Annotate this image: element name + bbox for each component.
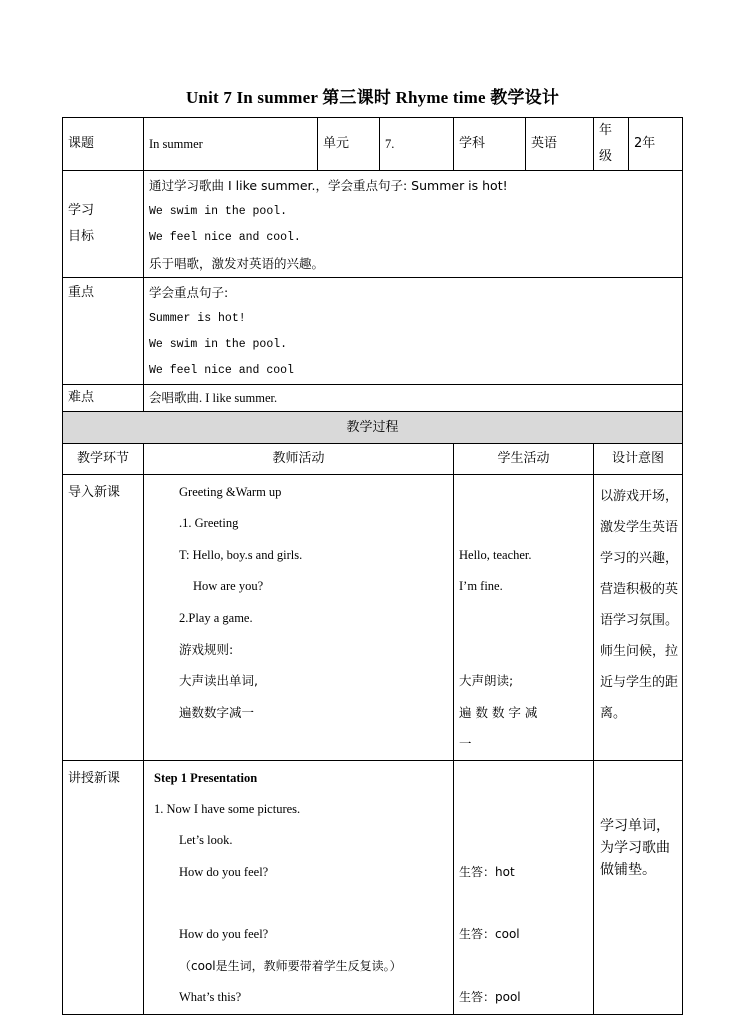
column-header-teacher: 教师活动 xyxy=(144,444,454,475)
column-header-student: 学生活动 xyxy=(454,444,594,475)
stage-intro-student xyxy=(454,475,594,761)
unit-value: 7. xyxy=(380,118,454,171)
student-line xyxy=(459,477,588,508)
objectives-label: 学习目标 xyxy=(63,171,144,278)
teacher-line: T: Hello, boy.s and girls. xyxy=(179,547,303,562)
stage-teach-label: 讲授新课 xyxy=(63,760,144,1014)
student-line: 一 xyxy=(459,736,472,752)
grade-label: 年级 xyxy=(594,118,629,171)
topic-label: 课题 xyxy=(63,118,144,171)
stage-intro-teacher xyxy=(144,475,454,761)
student-line: 生答：cool xyxy=(459,927,520,942)
teacher-line: How do you feel? xyxy=(179,927,269,942)
process-header-row xyxy=(63,412,683,444)
column-header-stage: 教学环节 xyxy=(63,444,144,475)
stage-intro-row xyxy=(63,475,683,761)
key-point-line: We swim in the pool. xyxy=(149,338,288,351)
stage-teach-intent: 学习单词，为学习歌曲做铺垫。 xyxy=(594,760,683,1014)
objectives-row xyxy=(63,171,683,278)
subject-label: 学科 xyxy=(454,118,526,171)
student-line xyxy=(459,763,588,794)
teacher-line: （cool是生词，教师要带着学生反复读。） xyxy=(179,958,402,973)
info-row xyxy=(63,118,683,171)
teacher-line: 大声读出单词, xyxy=(179,673,258,689)
lesson-plan-table xyxy=(62,117,683,1015)
student-line xyxy=(459,951,588,982)
teacher-line: Step 1 Presentation xyxy=(154,770,258,785)
student-line xyxy=(459,825,588,856)
grade-value: 2年 xyxy=(629,118,683,171)
student-line: 大声朗读; xyxy=(459,673,514,689)
document-title: Unit 7 In summer 第三课时 Rhyme time 教学设计 xyxy=(185,88,560,108)
student-line xyxy=(459,508,588,539)
objective-line: We feel nice and cool. xyxy=(149,231,301,244)
key-points-row xyxy=(63,278,683,385)
student-line: 生答：pool xyxy=(459,990,521,1005)
key-points-content xyxy=(144,278,683,385)
student-line xyxy=(459,634,588,665)
teacher-line: How are you? xyxy=(193,579,264,594)
key-point-line: 学会重点句子: xyxy=(149,285,229,300)
objective-line: 通过学习歌曲 I like summer.，学会重点句子: Summer is hot! xyxy=(149,178,508,193)
teacher-line: How do you feel? xyxy=(179,864,269,879)
stage-intro-intent: 以游戏开场，激发学生英语学习的兴趣，营造积极的英语学习氛围。师生问候，拉近与学生的距离。 xyxy=(594,475,683,761)
student-line xyxy=(459,888,588,919)
difficulty-value: 会唱歌曲. I like summer. xyxy=(144,385,683,412)
student-line: I’m fine. xyxy=(459,579,503,594)
process-header: 教学过程 xyxy=(63,412,683,444)
teacher-line: 遍数数字减一 xyxy=(179,704,255,720)
stage-teach-row xyxy=(63,760,683,1014)
teacher-line xyxy=(149,888,448,919)
teacher-line: .1. Greeting xyxy=(179,516,239,531)
stage-intro-label: 导入新课 xyxy=(63,475,144,761)
objective-line: We swim in the pool. xyxy=(149,205,288,218)
student-line: 生答：hot xyxy=(459,864,515,879)
teacher-line: 2.Play a game. xyxy=(179,610,253,625)
teacher-line: 1. Now I have some pictures. xyxy=(154,801,301,816)
objectives-content xyxy=(144,171,683,278)
topic-value: In summer xyxy=(144,118,318,171)
teacher-line: 游戏规则: xyxy=(179,641,234,657)
column-header-row xyxy=(63,444,683,475)
difficulty-row xyxy=(63,385,683,412)
student-line: 遍 数 数 字 减 xyxy=(459,704,538,720)
objective-line: 乐于唱歌，激发对英语的兴趣。 xyxy=(149,256,325,271)
teacher-line: What’s this? xyxy=(179,990,242,1005)
student-line xyxy=(459,794,588,825)
stage-teach-student xyxy=(454,760,594,1014)
student-line xyxy=(459,603,588,634)
teacher-line: Greeting &Warm up xyxy=(179,485,282,499)
difficulty-label: 难点 xyxy=(63,385,144,412)
column-header-intent: 设计意图 xyxy=(594,444,683,475)
key-points-label: 重点 xyxy=(63,278,144,385)
subject-value: 英语 xyxy=(526,118,594,171)
unit-label: 单元 xyxy=(318,118,380,171)
teacher-line: Let’s look. xyxy=(179,833,233,848)
student-line: Hello, teacher. xyxy=(459,547,532,562)
key-point-line: Summer is hot! xyxy=(149,312,246,325)
stage-teach-teacher xyxy=(144,760,454,1014)
key-point-line: We feel nice and cool xyxy=(149,364,294,377)
